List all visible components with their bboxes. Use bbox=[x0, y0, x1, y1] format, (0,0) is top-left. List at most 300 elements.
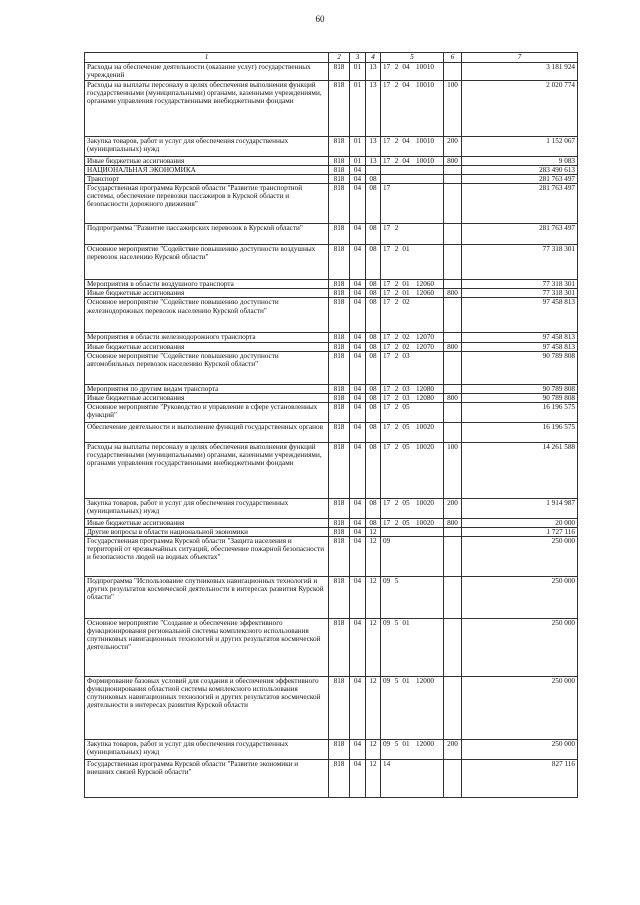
row-csr-cell bbox=[381, 393, 444, 402]
table-row bbox=[85, 393, 578, 402]
csr-part-4: 10010 bbox=[416, 157, 434, 165]
row-rz-cell: 04 bbox=[350, 175, 366, 184]
row-csr-cell bbox=[381, 157, 444, 166]
row-rz-cell: 01 bbox=[350, 137, 366, 157]
row-sum-cell: 250 000 bbox=[462, 619, 578, 677]
csr-part-1: 17 bbox=[383, 157, 391, 165]
csr-part-2: 5 bbox=[394, 740, 399, 749]
row-vr-cell bbox=[444, 184, 462, 224]
row-csr-cell bbox=[381, 760, 444, 798]
table-row bbox=[85, 166, 578, 175]
row-name-cell: Иные бюджетные ассигнования bbox=[85, 157, 329, 166]
csr-part-3: 05 bbox=[402, 498, 410, 507]
csr-part-1: 09 bbox=[383, 619, 391, 628]
row-name-cell: Государственная программа Курской области "Развитие экономики и внешних связей Курской области" bbox=[85, 760, 329, 798]
row-rz-cell: 04 bbox=[350, 422, 366, 442]
csr-part-1: 17 bbox=[383, 63, 391, 71]
row-name-cell: Мероприятия по другим видам транспорта bbox=[85, 384, 329, 393]
header-row bbox=[85, 53, 578, 63]
row-sum-cell: 250 000 bbox=[462, 677, 578, 740]
row-sum-cell: 250 000 bbox=[462, 577, 578, 619]
row-csr-cell bbox=[381, 402, 444, 422]
row-csr-cell bbox=[381, 175, 444, 184]
csr-part-1: 17 bbox=[383, 224, 391, 233]
row-rz-cell: 04 bbox=[350, 740, 366, 760]
row-name-cell: Государственная программа Курской области "Развитие транспортной системы, обеспечение перевозки пассажиров в Курской области и безопасности дорожного движения" bbox=[85, 184, 329, 224]
row-ved-cell: 818 bbox=[329, 527, 350, 536]
row-sum-cell: 90 789 808 bbox=[462, 384, 578, 393]
table-row bbox=[85, 298, 578, 333]
row-vr-cell bbox=[444, 760, 462, 798]
row-ved-cell: 818 bbox=[329, 351, 350, 384]
csr-part-1: 17 bbox=[383, 402, 391, 411]
csr-part-4: 12060 bbox=[416, 280, 434, 289]
row-csr-cell bbox=[381, 577, 444, 619]
row-rz-cell: 04 bbox=[350, 342, 366, 351]
row-vr-cell: 100 bbox=[444, 81, 462, 137]
row-ved-cell: 818 bbox=[329, 224, 350, 245]
row-name-cell: Закупка товаров, работ и услуг для обеспечения государственных (муниципальных) нужд bbox=[85, 498, 329, 518]
row-name-cell: Расходы на обеспечение деятельности (оказание услуг) государственных учреждений bbox=[85, 63, 329, 81]
csr-part-1: 09 bbox=[383, 677, 391, 686]
row-pr-cell: 08 bbox=[366, 289, 381, 298]
row-name-cell: Подпрограмма "Использование спутниковых навигационных технологий и других результатов космической деятельности в интересах развития Курской области" bbox=[85, 577, 329, 619]
table-row bbox=[85, 498, 578, 518]
row-csr-cell bbox=[381, 498, 444, 518]
table-row bbox=[85, 289, 578, 298]
csr-part-4: 12060 bbox=[416, 289, 434, 298]
row-pr-cell: 12 bbox=[366, 677, 381, 740]
table-row bbox=[85, 422, 578, 442]
table-row bbox=[85, 175, 578, 184]
row-pr-cell: 12 bbox=[366, 619, 381, 677]
csr-part-2: 2 bbox=[394, 351, 399, 360]
row-ved-cell: 818 bbox=[329, 402, 350, 422]
row-rz-cell: 04 bbox=[350, 498, 366, 518]
row-rz-cell: 01 bbox=[350, 157, 366, 166]
header-col-3: 3 bbox=[350, 53, 366, 63]
row-name-cell: Расходы на выплаты персоналу в целях обеспечения выполнения функций государственными (муниципальными) органами, казенными учреждениями, органами управления государственными внебюджетными фондами bbox=[85, 81, 329, 137]
row-ved-cell: 818 bbox=[329, 157, 350, 166]
row-sum-cell: 90 789 808 bbox=[462, 351, 578, 384]
row-sum-cell: 250 000 bbox=[462, 537, 578, 577]
row-ved-cell: 818 bbox=[329, 393, 350, 402]
row-pr-cell: 08 bbox=[366, 351, 381, 384]
table-row bbox=[85, 342, 578, 351]
csr-part-1: 17 bbox=[383, 289, 391, 298]
table-row bbox=[85, 157, 578, 166]
row-ved-cell: 818 bbox=[329, 498, 350, 518]
csr-part-4: 10020 bbox=[416, 518, 434, 527]
csr-part-1: 17 bbox=[383, 245, 391, 254]
row-pr-cell: 08 bbox=[366, 280, 381, 289]
row-vr-cell bbox=[444, 245, 462, 280]
row-rz-cell: 04 bbox=[350, 619, 366, 677]
table-row bbox=[85, 677, 578, 740]
row-vr-cell: 800 bbox=[444, 518, 462, 527]
row-pr-cell: 13 bbox=[366, 63, 381, 81]
csr-part-2: 2 bbox=[394, 224, 399, 233]
row-rz-cell: 01 bbox=[350, 63, 366, 81]
row-rz-cell: 04 bbox=[350, 402, 366, 422]
table-row bbox=[85, 384, 578, 393]
row-ved-cell: 818 bbox=[329, 422, 350, 442]
csr-part-2: 5 bbox=[394, 619, 399, 628]
csr-part-2: 2 bbox=[394, 422, 399, 431]
header-col-2: 2 bbox=[329, 53, 350, 63]
row-rz-cell: 04 bbox=[350, 677, 366, 740]
row-name-cell: Иные бюджетные ассигнования bbox=[85, 393, 329, 402]
row-ved-cell: 818 bbox=[329, 342, 350, 351]
row-pr-cell: 13 bbox=[366, 81, 381, 137]
row-ved-cell: 818 bbox=[329, 81, 350, 137]
row-vr-cell bbox=[444, 175, 462, 184]
csr-part-1: 17 bbox=[383, 342, 391, 351]
row-rz-cell: 04 bbox=[350, 577, 366, 619]
row-ved-cell: 818 bbox=[329, 333, 350, 342]
row-name-cell: Расходы на выплаты персоналу в целях обеспечения выполнения функций государственными (муниципальными) органами, казенными учреждениями, органами управления государственными внебюджетными фондами bbox=[85, 442, 329, 498]
row-pr-cell: 12 bbox=[366, 527, 381, 536]
row-csr-cell bbox=[381, 81, 444, 137]
row-ved-cell: 818 bbox=[329, 184, 350, 224]
row-csr-cell bbox=[381, 619, 444, 677]
row-pr-cell: 08 bbox=[366, 442, 381, 498]
csr-part-2: 2 bbox=[394, 280, 399, 289]
row-rz-cell: 04 bbox=[350, 184, 366, 224]
csr-part-4: 10010 bbox=[416, 63, 434, 71]
row-ved-cell: 818 bbox=[329, 619, 350, 677]
row-rz-cell: 04 bbox=[350, 384, 366, 393]
page-number: 60 bbox=[315, 14, 325, 24]
row-pr-cell: 08 bbox=[366, 518, 381, 527]
csr-part-2: 2 bbox=[394, 393, 399, 402]
row-csr-cell bbox=[381, 537, 444, 577]
row-csr-cell bbox=[381, 224, 444, 245]
row-sum-cell: 77 318 301 bbox=[462, 280, 578, 289]
row-csr-cell bbox=[381, 342, 444, 351]
csr-part-3: 03 bbox=[402, 384, 410, 393]
row-sum-cell: 3 181 924 bbox=[462, 63, 578, 81]
row-pr-cell: 12 bbox=[366, 577, 381, 619]
row-ved-cell: 818 bbox=[329, 384, 350, 393]
row-csr-cell bbox=[381, 289, 444, 298]
csr-part-1: 17 bbox=[383, 184, 391, 193]
row-vr-cell bbox=[444, 527, 462, 536]
row-csr-cell bbox=[381, 63, 444, 81]
csr-part-3: 03 bbox=[402, 351, 410, 360]
row-vr-cell bbox=[444, 422, 462, 442]
csr-part-4: 10010 bbox=[416, 137, 434, 145]
csr-part-1: 17 bbox=[383, 442, 391, 451]
row-vr-cell bbox=[444, 63, 462, 81]
row-ved-cell: 818 bbox=[329, 175, 350, 184]
row-rz-cell: 04 bbox=[350, 245, 366, 280]
header-col-4: 4 bbox=[366, 53, 381, 63]
csr-part-4: 12080 bbox=[416, 393, 434, 402]
row-pr-cell: 08 bbox=[366, 422, 381, 442]
csr-part-3: 01 bbox=[402, 740, 410, 749]
row-rz-cell: 04 bbox=[350, 527, 366, 536]
row-pr-cell: 13 bbox=[366, 157, 381, 166]
table-row bbox=[85, 333, 578, 342]
csr-part-3: 05 bbox=[402, 442, 410, 451]
row-name-cell: Иные бюджетные ассигнования bbox=[85, 518, 329, 527]
row-ved-cell: 818 bbox=[329, 245, 350, 280]
row-ved-cell: 818 bbox=[329, 760, 350, 798]
budget-table bbox=[84, 52, 578, 798]
csr-part-2: 2 bbox=[394, 81, 399, 89]
row-name-cell: Основное мероприятие "Содействие повышению доступности автомобильных перевозок населению Курской области" bbox=[85, 351, 329, 384]
csr-part-2: 2 bbox=[394, 63, 399, 71]
row-sum-cell: 14 261 588 bbox=[462, 442, 578, 498]
table-row bbox=[85, 619, 578, 677]
row-name-cell: Закупка товаров, работ и услуг для обеспечения государственных (муниципальных) нужд bbox=[85, 137, 329, 157]
row-vr-cell bbox=[444, 384, 462, 393]
table-row bbox=[85, 402, 578, 422]
csr-part-4: 10020 bbox=[416, 442, 434, 451]
table-row bbox=[85, 351, 578, 384]
table-row bbox=[85, 81, 578, 137]
row-name-cell: Государственная программа Курской области "Защита населения и территорий от чрезвычайных ситуаций, обеспечение пожарной безопасности и безопасности людей на водных объектах" bbox=[85, 537, 329, 577]
row-name-cell: Подпрограмма "Развитие пассажирских перевозок в Курской области" bbox=[85, 224, 329, 245]
row-ved-cell: 818 bbox=[329, 280, 350, 289]
row-rz-cell: 04 bbox=[350, 393, 366, 402]
row-sum-cell: 77 318 301 bbox=[462, 289, 578, 298]
row-csr-cell bbox=[381, 137, 444, 157]
row-pr-cell: 08 bbox=[366, 498, 381, 518]
table-row bbox=[85, 760, 578, 798]
row-csr-cell bbox=[381, 333, 444, 342]
row-vr-cell bbox=[444, 537, 462, 577]
row-pr-cell: 13 bbox=[366, 137, 381, 157]
row-rz-cell: 04 bbox=[350, 280, 366, 289]
csr-part-3: 01 bbox=[402, 280, 410, 289]
row-sum-cell: 281 763 497 bbox=[462, 184, 578, 224]
row-sum-cell: 827 116 bbox=[462, 760, 578, 798]
row-pr-cell: 08 bbox=[366, 402, 381, 422]
row-sum-cell: 97 458 813 bbox=[462, 333, 578, 342]
csr-part-1: 17 bbox=[383, 137, 391, 145]
row-csr-cell bbox=[381, 442, 444, 498]
table-row bbox=[85, 280, 578, 289]
row-csr-cell bbox=[381, 245, 444, 280]
row-rz-cell: 04 bbox=[350, 166, 366, 175]
row-vr-cell bbox=[444, 333, 462, 342]
csr-part-3: 05 bbox=[402, 422, 410, 431]
row-rz-cell: 04 bbox=[350, 333, 366, 342]
row-pr-cell: 08 bbox=[366, 175, 381, 184]
csr-part-1: 17 bbox=[383, 280, 391, 289]
table-row bbox=[85, 224, 578, 245]
csr-part-3: 04 bbox=[402, 137, 410, 145]
row-rz-cell: 04 bbox=[350, 289, 366, 298]
row-vr-cell: 200 bbox=[444, 740, 462, 760]
row-vr-cell: 100 bbox=[444, 442, 462, 498]
row-sum-cell: 250 000 bbox=[462, 740, 578, 760]
row-pr-cell: 12 bbox=[366, 760, 381, 798]
row-vr-cell bbox=[444, 619, 462, 677]
csr-part-1: 09 bbox=[383, 740, 391, 749]
row-rz-cell: 01 bbox=[350, 81, 366, 137]
csr-part-2: 5 bbox=[394, 677, 399, 686]
row-rz-cell: 04 bbox=[350, 351, 366, 384]
row-name-cell: Обеспечение деятельности и выполнение функций государственных органов bbox=[85, 422, 329, 442]
csr-part-2: 2 bbox=[394, 498, 399, 507]
row-vr-cell bbox=[444, 402, 462, 422]
row-sum-cell: 281 763 497 bbox=[462, 224, 578, 245]
csr-part-3: 05 bbox=[402, 518, 410, 527]
row-csr-cell bbox=[381, 166, 444, 175]
row-sum-cell: 90 789 808 bbox=[462, 393, 578, 402]
csr-part-1: 09 bbox=[383, 537, 391, 546]
row-name-cell: Основное мероприятие "Содействие повышению доступности воздушных перевозок населению Курской области" bbox=[85, 245, 329, 280]
table-body bbox=[85, 63, 578, 798]
row-vr-cell bbox=[444, 280, 462, 289]
table-row bbox=[85, 577, 578, 619]
row-ved-cell: 818 bbox=[329, 442, 350, 498]
csr-part-3: 04 bbox=[402, 157, 410, 165]
row-csr-cell bbox=[381, 518, 444, 527]
row-vr-cell bbox=[444, 166, 462, 175]
row-sum-cell: 97 458 813 bbox=[462, 298, 578, 333]
header-col-7: 7 bbox=[462, 53, 578, 63]
csr-part-3: 01 bbox=[402, 245, 410, 254]
csr-part-1: 17 bbox=[383, 333, 391, 342]
row-name-cell: Основное мероприятие "Руководство и управление в сфере установленных функций" bbox=[85, 402, 329, 422]
row-pr-cell: 08 bbox=[366, 393, 381, 402]
csr-part-2: 2 bbox=[394, 298, 399, 307]
csr-part-2: 2 bbox=[394, 137, 399, 145]
row-name-cell: Закупка товаров, работ и услуг для обеспечения государственных (муниципальных) нужд bbox=[85, 740, 329, 760]
row-name-cell: Основное мероприятие "Содействие повышению доступности железнодорожных перевозок населению Курской области" bbox=[85, 298, 329, 333]
csr-part-1: 17 bbox=[383, 384, 391, 393]
table-row bbox=[85, 527, 578, 536]
row-ved-cell: 818 bbox=[329, 63, 350, 81]
row-sum-cell: 9 083 bbox=[462, 157, 578, 166]
row-pr-cell: 08 bbox=[366, 333, 381, 342]
row-csr-cell bbox=[381, 527, 444, 536]
csr-part-2: 2 bbox=[394, 518, 399, 527]
row-ved-cell: 818 bbox=[329, 677, 350, 740]
row-ved-cell: 818 bbox=[329, 137, 350, 157]
csr-part-4: 10020 bbox=[416, 422, 434, 431]
row-name-cell: Транспорт bbox=[85, 175, 329, 184]
csr-part-4: 12070 bbox=[416, 333, 434, 342]
row-ved-cell: 818 bbox=[329, 518, 350, 527]
row-ved-cell: 818 bbox=[329, 166, 350, 175]
row-vr-cell: 800 bbox=[444, 157, 462, 166]
row-name-cell: НАЦИОНАЛЬНАЯ ЭКОНОМИКА bbox=[85, 166, 329, 175]
csr-part-3: 04 bbox=[402, 63, 410, 71]
csr-part-4: 12000 bbox=[416, 677, 434, 686]
row-pr-cell: 12 bbox=[366, 740, 381, 760]
csr-part-4: 12080 bbox=[416, 384, 434, 393]
csr-part-4: 12070 bbox=[416, 342, 434, 351]
row-pr-cell: 12 bbox=[366, 537, 381, 577]
csr-part-2: 2 bbox=[394, 333, 399, 342]
row-csr-cell bbox=[381, 677, 444, 740]
csr-part-1: 17 bbox=[383, 351, 391, 360]
table-row bbox=[85, 63, 578, 81]
row-vr-cell: 800 bbox=[444, 342, 462, 351]
csr-part-3: 01 bbox=[402, 619, 410, 628]
table-row bbox=[85, 740, 578, 760]
row-rz-cell: 04 bbox=[350, 537, 366, 577]
table-row bbox=[85, 245, 578, 280]
row-csr-cell bbox=[381, 184, 444, 224]
csr-part-2: 2 bbox=[394, 157, 399, 165]
csr-part-2: 2 bbox=[394, 245, 399, 254]
csr-part-1: 14 bbox=[383, 760, 391, 769]
csr-part-4: 12000 bbox=[416, 740, 434, 749]
csr-part-1: 17 bbox=[383, 298, 391, 307]
csr-part-4: 10020 bbox=[416, 498, 434, 507]
row-sum-cell: 77 318 301 bbox=[462, 245, 578, 280]
csr-part-3: 04 bbox=[402, 81, 410, 89]
row-sum-cell: 1 152 067 bbox=[462, 137, 578, 157]
row-name-cell: Мероприятия в области железнодорожного транспорта bbox=[85, 333, 329, 342]
row-name-cell: Иные бюджетные ассигнования bbox=[85, 342, 329, 351]
csr-part-1: 17 bbox=[383, 422, 391, 431]
table-row bbox=[85, 518, 578, 527]
row-pr-cell: 08 bbox=[366, 224, 381, 245]
table-row bbox=[85, 442, 578, 498]
row-vr-cell bbox=[444, 224, 462, 245]
csr-part-3: 05 bbox=[402, 402, 410, 411]
row-rz-cell: 04 bbox=[350, 442, 366, 498]
row-rz-cell: 04 bbox=[350, 298, 366, 333]
row-ved-cell: 818 bbox=[329, 577, 350, 619]
row-csr-cell bbox=[381, 422, 444, 442]
row-sum-cell: 97 458 813 bbox=[462, 342, 578, 351]
row-name-cell: Другие вопросы в области национальной экономики bbox=[85, 527, 329, 536]
row-pr-cell: 08 bbox=[366, 184, 381, 224]
row-vr-cell: 800 bbox=[444, 393, 462, 402]
csr-part-1: 17 bbox=[383, 498, 391, 507]
row-sum-cell: 1 727 116 bbox=[462, 527, 578, 536]
csr-part-3: 02 bbox=[402, 333, 410, 342]
csr-part-2: 2 bbox=[394, 342, 399, 351]
row-pr-cell: 08 bbox=[366, 245, 381, 280]
row-pr-cell bbox=[366, 166, 381, 175]
row-rz-cell: 04 bbox=[350, 518, 366, 527]
row-sum-cell: 283 490 613 bbox=[462, 166, 578, 175]
csr-part-2: 2 bbox=[394, 384, 399, 393]
table-row bbox=[85, 537, 578, 577]
row-sum-cell: 1 914 987 bbox=[462, 498, 578, 518]
row-vr-cell bbox=[444, 577, 462, 619]
row-ved-cell: 818 bbox=[329, 298, 350, 333]
row-ved-cell: 818 bbox=[329, 289, 350, 298]
row-rz-cell: 04 bbox=[350, 224, 366, 245]
row-rz-cell: 04 bbox=[350, 760, 366, 798]
row-csr-cell bbox=[381, 280, 444, 289]
row-pr-cell: 08 bbox=[366, 384, 381, 393]
row-sum-cell: 16 196 575 bbox=[462, 402, 578, 422]
csr-part-3: 01 bbox=[402, 289, 410, 298]
row-csr-cell bbox=[381, 740, 444, 760]
csr-part-4: 10010 bbox=[416, 81, 434, 89]
row-sum-cell: 16 196 575 bbox=[462, 422, 578, 442]
row-ved-cell: 818 bbox=[329, 740, 350, 760]
row-pr-cell: 08 bbox=[366, 298, 381, 333]
table-row bbox=[85, 137, 578, 157]
csr-part-1: 17 bbox=[383, 518, 391, 527]
row-vr-cell: 800 bbox=[444, 289, 462, 298]
row-csr-cell bbox=[381, 384, 444, 393]
row-sum-cell: 281 763 497 bbox=[462, 175, 578, 184]
row-vr-cell: 200 bbox=[444, 137, 462, 157]
